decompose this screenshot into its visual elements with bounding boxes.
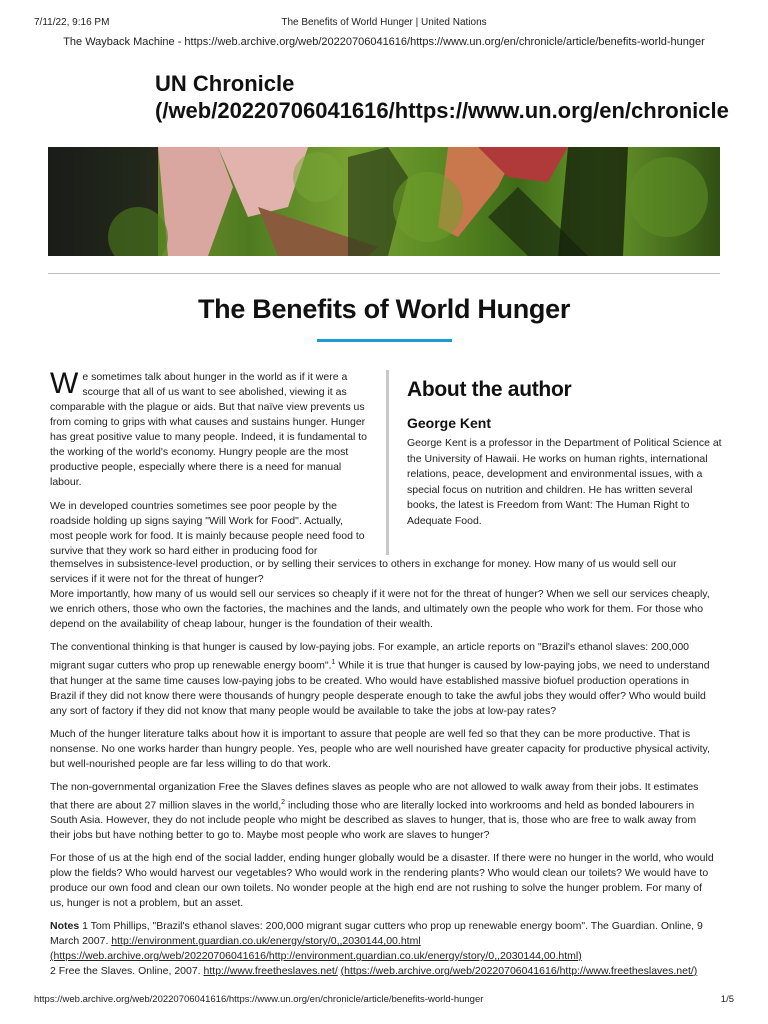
- title-accent-bar: [317, 339, 452, 342]
- farm-workers-photo-icon: [48, 147, 720, 256]
- paragraph-6-b: including those who are literally locked into workrooms and held as bonded labourers in South Asia. However, they do not include people who might be described as slaves to hunger, that is, those who are free to walk away from their jobs but have nothing better to go to. Maybe most people who work are slaves to hunger?: [50, 799, 697, 841]
- paragraph-2-start: We in developed countries sometimes see poor people by the roadside holding up signs saying "Will Work for Food". Actually, most people work for food. It is mainly because people need food to survive that they work so hard either in producing food for: [50, 500, 365, 557]
- drop-cap: W: [50, 367, 79, 400]
- header-divider: [48, 273, 720, 274]
- author-bio: George Kent is a professor in the Department of Political Science at the University of Hawaii. He works on human rights, international relations, peace, development and environmental issues, with a special focus on nutrition and children. He has written several books, the latest is Freedom from Want: The Human Right to Adequate Food.: [407, 437, 722, 527]
- intro-text: e sometimes talk about hunger in the world as if it were a scourge that all of us want to see abolished, viewing it as comparable with the plague or aids. But that naïve view prevents us from coming to grips with what causes and sustains hunger. Hunger has great positive value to many people. Indeed, it is fundamental to the working of the world's economy. Hungry people are the most productive people, especially where there is a need for manual labour.: [50, 371, 367, 488]
- site-title-line1: UN Chronicle: [155, 71, 295, 96]
- note-1-text: 1 Tom Phillips, "Brazil's ethanol slaves: 200,000 migrant sugar cutters who prop up renewable energy boom". The Guardian. Online, 9 March 2007.: [50, 920, 703, 947]
- about-author-box: [386, 370, 725, 555]
- print-header: [0, 14, 768, 30]
- footnote-ref-2[interactable]: 2: [281, 798, 286, 806]
- author-name: George Kent: [407, 415, 492, 431]
- print-page-number: 1/5: [720, 994, 734, 1005]
- notes-section: [50, 919, 718, 979]
- paragraph-4-b: While it is true that hunger is caused by low-paying jobs, we need to understand that hunger at the same time causes low-paying jobs to be created. Who would have established massive biofuel production operations in Brazil if they did not know there were thousands of hungry people desperate enough to take the awful jobs they would offer? Who would build any sort of factory if they did not know that many people would be available to take the jobs at low-pay rates?: [50, 659, 710, 717]
- note-1-link[interactable]: http://environment.guardian.co.uk/energy/story/0,,2030144,00.html: [111, 935, 421, 947]
- paragraph-5: Much of the hunger literature talks about how it is important to assure that people are well fed so that they can be more productive. That is nonsense. No one works harder than hungry people. Yes, people who are well nourished have greater capacity for productive physical activity, but well-nourished people are far less willing to do that work.: [50, 727, 710, 770]
- paragraph-7: For those of us at the high end of the social ladder, ending hunger globally would be a disaster. If there were no hunger in the world, who would plow the fields? Who would harvest our vegetables? Who would work in the rendering plants? Who would clean our toilets? We would have to produce our own food and clean our own toilets. No wonder people at the high end are not rushing to solve the hunger problem. For many of us, hunger is not a problem, but an asset.: [50, 852, 714, 909]
- about-author-heading: About the author: [407, 378, 572, 401]
- print-date: 7/11/22, 9:16 PM: [34, 17, 110, 28]
- paragraph-4-a: The conventional thinking is that hunger is caused by low-paying jobs. For example, an article reports on "Brazil's ethanol slaves: 200,000 migrant sugar cutters who prop up renewable energy boom".: [50, 641, 690, 672]
- paragraph-4: [50, 640, 718, 719]
- note-1-archive: [50, 949, 718, 964]
- paragraph-6-a: The non-governmental organization Free the Slaves defines slaves as people who are not allowed to walk away from their jobs. It estimates that there are about 27 million slaves in the world,: [50, 780, 699, 811]
- article-body: [50, 557, 718, 979]
- paragraph-2-end: themselves in subsistence-level production, or by selling their services to others in exchange for money. How many of us would sell our services if it were not for the threat of hunger?: [50, 558, 677, 585]
- paragraph-6: [50, 780, 718, 844]
- print-page-title: The Benefits of World Hunger | United Nations: [281, 17, 487, 28]
- hero-image: [48, 147, 720, 256]
- note-2-link[interactable]: http://www.freetheslaves.net/: [203, 965, 338, 977]
- note-2: [50, 964, 718, 979]
- article-title: The Benefits of World Hunger: [197, 294, 571, 324]
- site-title-line2: (/web/20220706041616/https://www.un.org/en/chronicle: [155, 98, 729, 123]
- wayback-banner: The Wayback Machine - https://web.archive.org/web/20220706041616/https://www.un.org/en/chronicle/article/benefits-world-hunger: [63, 36, 705, 48]
- intro-paragraph: [50, 367, 368, 490]
- note-1-archive-link[interactable]: (https://web.archive.org/web/20220706041616/http://environment.guardian.co.uk/energy/story/0,,2030144,00.html): [50, 950, 582, 962]
- print-footer-url: https://web.archive.org/web/20220706041616/https://www.un.org/en/chronicle/article/benefits-world-hunger: [34, 994, 484, 1005]
- paragraph-3: More importantly, how many of us would sell our services so cheaply if it were not for the threat of hunger? When we sell our services cheaply, we enrich others, those who own the factories, the machines and the lands, and ultimately own the people who work for them. For those who depend on the availability of cheap labour, hunger is the foundation of their wealth.: [50, 588, 710, 630]
- note-2-archive-link[interactable]: (https://web.archive.org/web/20220706041616/http://www.freetheslaves.net/): [340, 965, 698, 977]
- note-1: [50, 919, 718, 949]
- footnote-ref-1[interactable]: 1: [331, 659, 336, 666]
- note-2-text: 2 Free the Slaves. Online, 2007.: [50, 965, 204, 977]
- notes-label: Notes: [50, 920, 80, 932]
- site-title-link[interactable]: [155, 70, 733, 124]
